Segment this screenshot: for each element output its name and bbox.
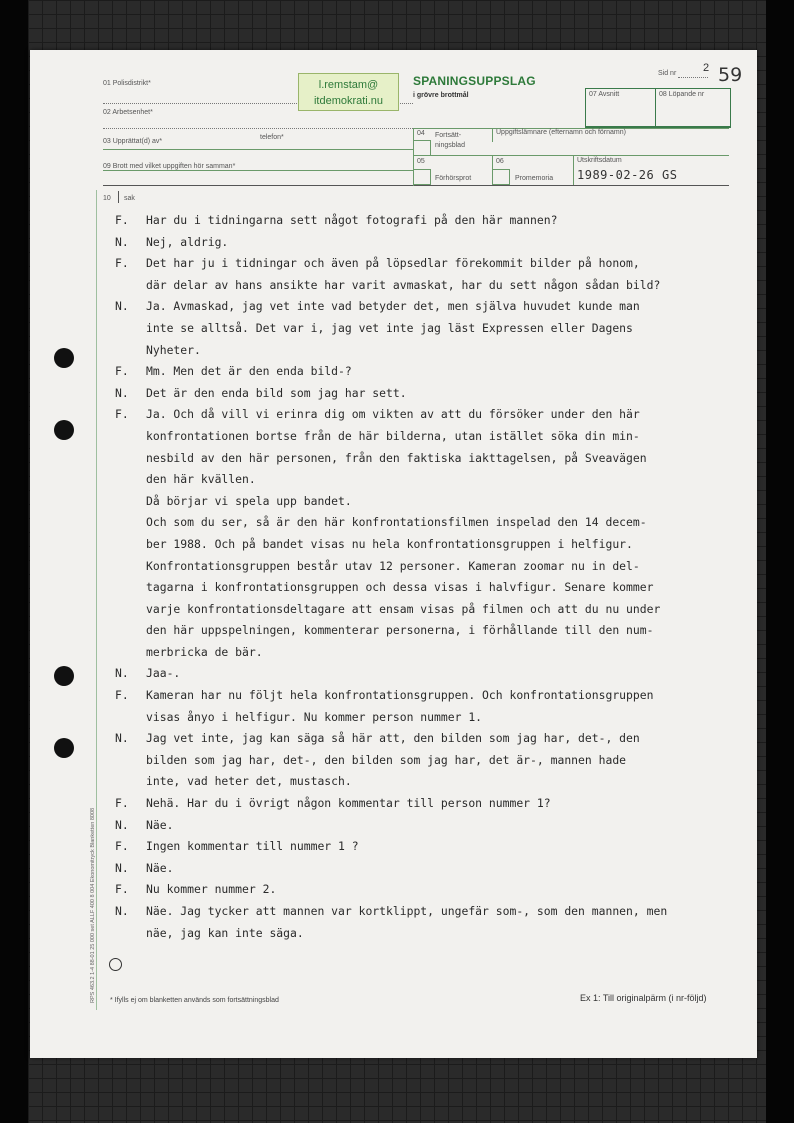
handwritten-number: 59 xyxy=(718,64,743,86)
transcript-line xyxy=(115,534,745,556)
transcript-line xyxy=(115,750,745,772)
transcript-line xyxy=(115,836,745,858)
speaker-label xyxy=(115,491,146,513)
transcript-line xyxy=(115,275,745,297)
line-text: Konfrontationsgruppen består utav 12 personer. Kameran zoomar nu in del- xyxy=(146,558,640,573)
speaker-label: N. xyxy=(115,904,129,918)
line-text: den här uppspelningen, kommenterar personerna, i förhållande till den num- xyxy=(146,623,654,638)
line-text: bilden som jag har, det-, den bilden som jag har, det är-, mannen hade xyxy=(146,752,627,767)
transcript-line xyxy=(115,815,745,837)
field-09-label: 09 Brott med vilket uppgiften hör samman* xyxy=(103,163,236,170)
divider xyxy=(678,77,708,78)
line-text: merbricka de bär. xyxy=(146,644,263,659)
line-text: Har du i tidningarna sett något fotografi på den här mannen? xyxy=(146,213,558,227)
line-text: Då börjar vi spela upp bandet. xyxy=(146,493,352,508)
speaker-label xyxy=(115,620,146,642)
transcript-line xyxy=(115,232,745,254)
transcript-line xyxy=(115,599,745,621)
field-10-label: 10 xyxy=(103,195,111,202)
speaker-label: N. xyxy=(115,860,129,875)
document-page xyxy=(30,50,757,1058)
field-02-label: 02 Arbetsenhet* xyxy=(103,109,153,116)
email-line-2: itdemokrati.nu xyxy=(313,95,384,107)
line-text: inte se alltså. Det var i, jag vet inte jag läst Expressen eller Dagens xyxy=(146,320,633,335)
speaker-label xyxy=(115,556,146,578)
divider xyxy=(492,128,493,142)
divider xyxy=(573,155,574,185)
transcript-line xyxy=(115,707,745,729)
transcript-line xyxy=(115,879,745,901)
copy-note: Ex 1: Till originalpärm (i nr-följd) xyxy=(580,993,707,1003)
transcript-line xyxy=(115,361,745,383)
line-text: där delar av hans ansikte har varit avmaskat, har du sett någon sådan bild? xyxy=(146,277,661,292)
speaker-label: F. xyxy=(115,407,129,422)
field-05-label: 05 xyxy=(417,158,425,165)
line-text: näe, jag kan inte säga. xyxy=(146,925,304,940)
uppgiftslamnare-label: Uppgiftslämnare (efternamn och förnamn) xyxy=(496,129,626,136)
speaker-label xyxy=(115,771,146,793)
speaker-label: N. xyxy=(115,817,129,832)
speaker-label: F. xyxy=(115,796,129,811)
line-text: Ja. Och då vill vi erinra dig om vikten av att du försöker under den här xyxy=(146,407,640,422)
speaker-label xyxy=(115,340,146,362)
sak-label: sak xyxy=(124,195,135,202)
sid-label: Sid nr xyxy=(658,70,677,77)
line-text: ber 1988. Och på bandet visas nu hela konfrontationsgruppen i helfigur. xyxy=(146,536,633,551)
line-text: visas ånyo i helfigur. Nu kommer person nummer 1. xyxy=(146,709,483,724)
print-date: 1989-02-26 GS xyxy=(577,168,678,182)
transcript-line xyxy=(115,771,745,793)
fortsatt-checkbox[interactable] xyxy=(413,140,431,156)
transcript-line xyxy=(115,426,745,448)
transcript-line xyxy=(115,491,745,513)
email-stamp xyxy=(298,73,399,111)
line-text: Kameran har nu följt hela konfrontationsgruppen. Och konfrontationsgruppen xyxy=(146,688,654,703)
punch-hole xyxy=(54,420,74,440)
line-text: Det har ju i tidningar och även på löpsedlar förekommit bilder på honom, xyxy=(146,256,640,271)
transcript-line xyxy=(115,296,745,318)
speaker-label: F. xyxy=(115,839,129,854)
transcript-line xyxy=(115,512,745,534)
utskriftsdatum-label: Utskriftsdatum xyxy=(577,157,622,164)
speaker-label xyxy=(115,599,146,621)
speaker-label: N. xyxy=(115,234,129,249)
right-edge xyxy=(766,0,794,1123)
speaker-label xyxy=(115,642,146,664)
divider xyxy=(655,88,656,126)
email-line-1: l.remstam@ xyxy=(318,79,379,91)
transcript-line xyxy=(115,556,745,578)
speaker-label: F. xyxy=(115,688,129,703)
transcript-line xyxy=(115,253,745,275)
transcript-line xyxy=(115,210,745,232)
speaker-label: F. xyxy=(115,213,129,227)
transcript-line xyxy=(115,793,745,815)
speaker-label: N. xyxy=(115,666,129,681)
divider xyxy=(118,191,119,203)
line-text: Ingen kommentar till nummer 1 ? xyxy=(146,839,359,854)
speaker-label: N. xyxy=(115,385,129,400)
divider xyxy=(103,170,413,171)
transcript-line xyxy=(115,404,745,426)
transcript-line xyxy=(115,923,745,945)
line-text: Ja. Avmaskad, jag vet inte vad betyder det, men själva huvudet kunde man xyxy=(146,299,640,314)
line-text: Nej, aldrig. xyxy=(146,234,229,249)
speaker-label xyxy=(115,426,146,448)
speaker-label: F. xyxy=(115,364,129,379)
speaker-label xyxy=(115,469,146,491)
line-text: Jag vet inte, jag kan säga så här att, den bilden som jag har, det-, den xyxy=(146,731,640,746)
line-text: Näe. Jag tycker att mannen var kortklippt, ungefär som-, som den mannen, men xyxy=(146,904,668,918)
transcript-line xyxy=(115,685,745,707)
field-01-label: 01 Polisdistrikt* xyxy=(103,80,151,87)
speaker-label xyxy=(115,923,146,945)
line-text: den här kvällen. xyxy=(146,472,256,487)
speaker-label: F. xyxy=(115,256,129,271)
margin-line xyxy=(96,190,97,1010)
line-text: Nu kommer nummer 2. xyxy=(146,882,277,897)
transcript-line xyxy=(115,448,745,470)
left-edge xyxy=(0,0,28,1123)
transcript-line xyxy=(115,901,745,923)
line-text: konfrontationen bortse från de här bilderna, utan istället söka din min- xyxy=(146,428,640,443)
speaker-label: N. xyxy=(115,299,129,314)
form-subtitle: i grövre brottmål xyxy=(413,92,469,99)
field-07-label: 07 Avsnitt xyxy=(589,91,620,98)
line-text: Det är den enda bild som jag har sett. xyxy=(146,385,407,400)
speaker-label xyxy=(115,534,146,556)
field-03-label: 03 Upprättat(d) av* xyxy=(103,138,163,145)
line-text: Näe. xyxy=(146,817,174,832)
divider xyxy=(413,155,729,156)
line-text: nesbild av den här personen, från den faktiska iakttagelsen, på Sveavägen xyxy=(146,450,647,465)
forhorsprot-checkbox[interactable] xyxy=(413,169,431,185)
divider xyxy=(103,185,729,186)
transcript-line xyxy=(115,318,745,340)
speaker-label xyxy=(115,707,146,729)
field-08-label: 08 Löpande nr xyxy=(659,91,705,98)
field-06-label: 06 xyxy=(496,158,504,165)
page-number: 2 xyxy=(703,62,710,74)
form-print-note: RPS 463.2 1-4 88-01 25 000 set ALLF 400 8 004 Ekonomitryck Blanketten 8008 xyxy=(90,807,96,1003)
divider xyxy=(103,149,413,150)
transcript-line xyxy=(115,858,745,880)
punch-hole xyxy=(54,348,74,368)
punch-hole xyxy=(54,666,74,686)
telefon-label: telefon* xyxy=(260,134,284,141)
transcript-line xyxy=(115,620,745,642)
line-text: Nyheter. xyxy=(146,342,201,357)
line-text: Jaa-. xyxy=(146,666,181,681)
line-text: Nehä. Har du i övrigt någon kommentar till person nummer 1? xyxy=(146,796,551,811)
speaker-label xyxy=(115,750,146,772)
form-title: SPANINGSUPPSLAG xyxy=(413,74,536,88)
line-text: tagarna i konfrontationsgruppen och dessa visas i halvfigur. Senare kommer xyxy=(146,580,654,595)
speaker-label xyxy=(115,512,146,534)
transcript-line xyxy=(115,383,745,405)
line-text: inte, vad heter det, mustasch. xyxy=(146,774,352,789)
line-text: varje konfrontationsdeltagare att ensam visas på filmen och att du nu under xyxy=(146,601,661,616)
promemoria-label: Promemoria xyxy=(515,175,554,182)
speaker-label xyxy=(115,448,146,470)
transcript-line xyxy=(115,642,745,664)
field-04-label: 04 xyxy=(417,130,425,137)
speaker-label xyxy=(115,577,146,599)
speaker-label xyxy=(115,318,146,340)
transcript xyxy=(115,210,745,944)
speaker-label: F. xyxy=(115,882,129,897)
transcript-line xyxy=(115,663,745,685)
fortsatt-label-2: ningsblad xyxy=(435,142,465,149)
line-text: Och som du ser, så är den här konfrontationsfilmen inspelad den 14 decem- xyxy=(146,515,647,530)
speaker-label: N. xyxy=(115,731,129,746)
line-text: Näe. xyxy=(146,860,174,875)
transcript-line xyxy=(115,340,745,362)
transcript-line xyxy=(115,577,745,599)
divider xyxy=(103,128,413,129)
circle-mark xyxy=(109,958,122,971)
speaker-label xyxy=(115,275,146,297)
punch-hole xyxy=(54,738,74,758)
transcript-line xyxy=(115,728,745,750)
footer-note: * Ifylls ej om blanketten används som fortsättningsblad xyxy=(110,997,279,1004)
fortsatt-label-1: Fortsätt- xyxy=(435,132,462,139)
transcript-line xyxy=(115,469,745,491)
promemoria-checkbox[interactable] xyxy=(492,169,510,185)
line-text: Mm. Men det är den enda bild-? xyxy=(146,364,352,379)
forhorsprot-label: Förhörsprot xyxy=(435,175,472,182)
